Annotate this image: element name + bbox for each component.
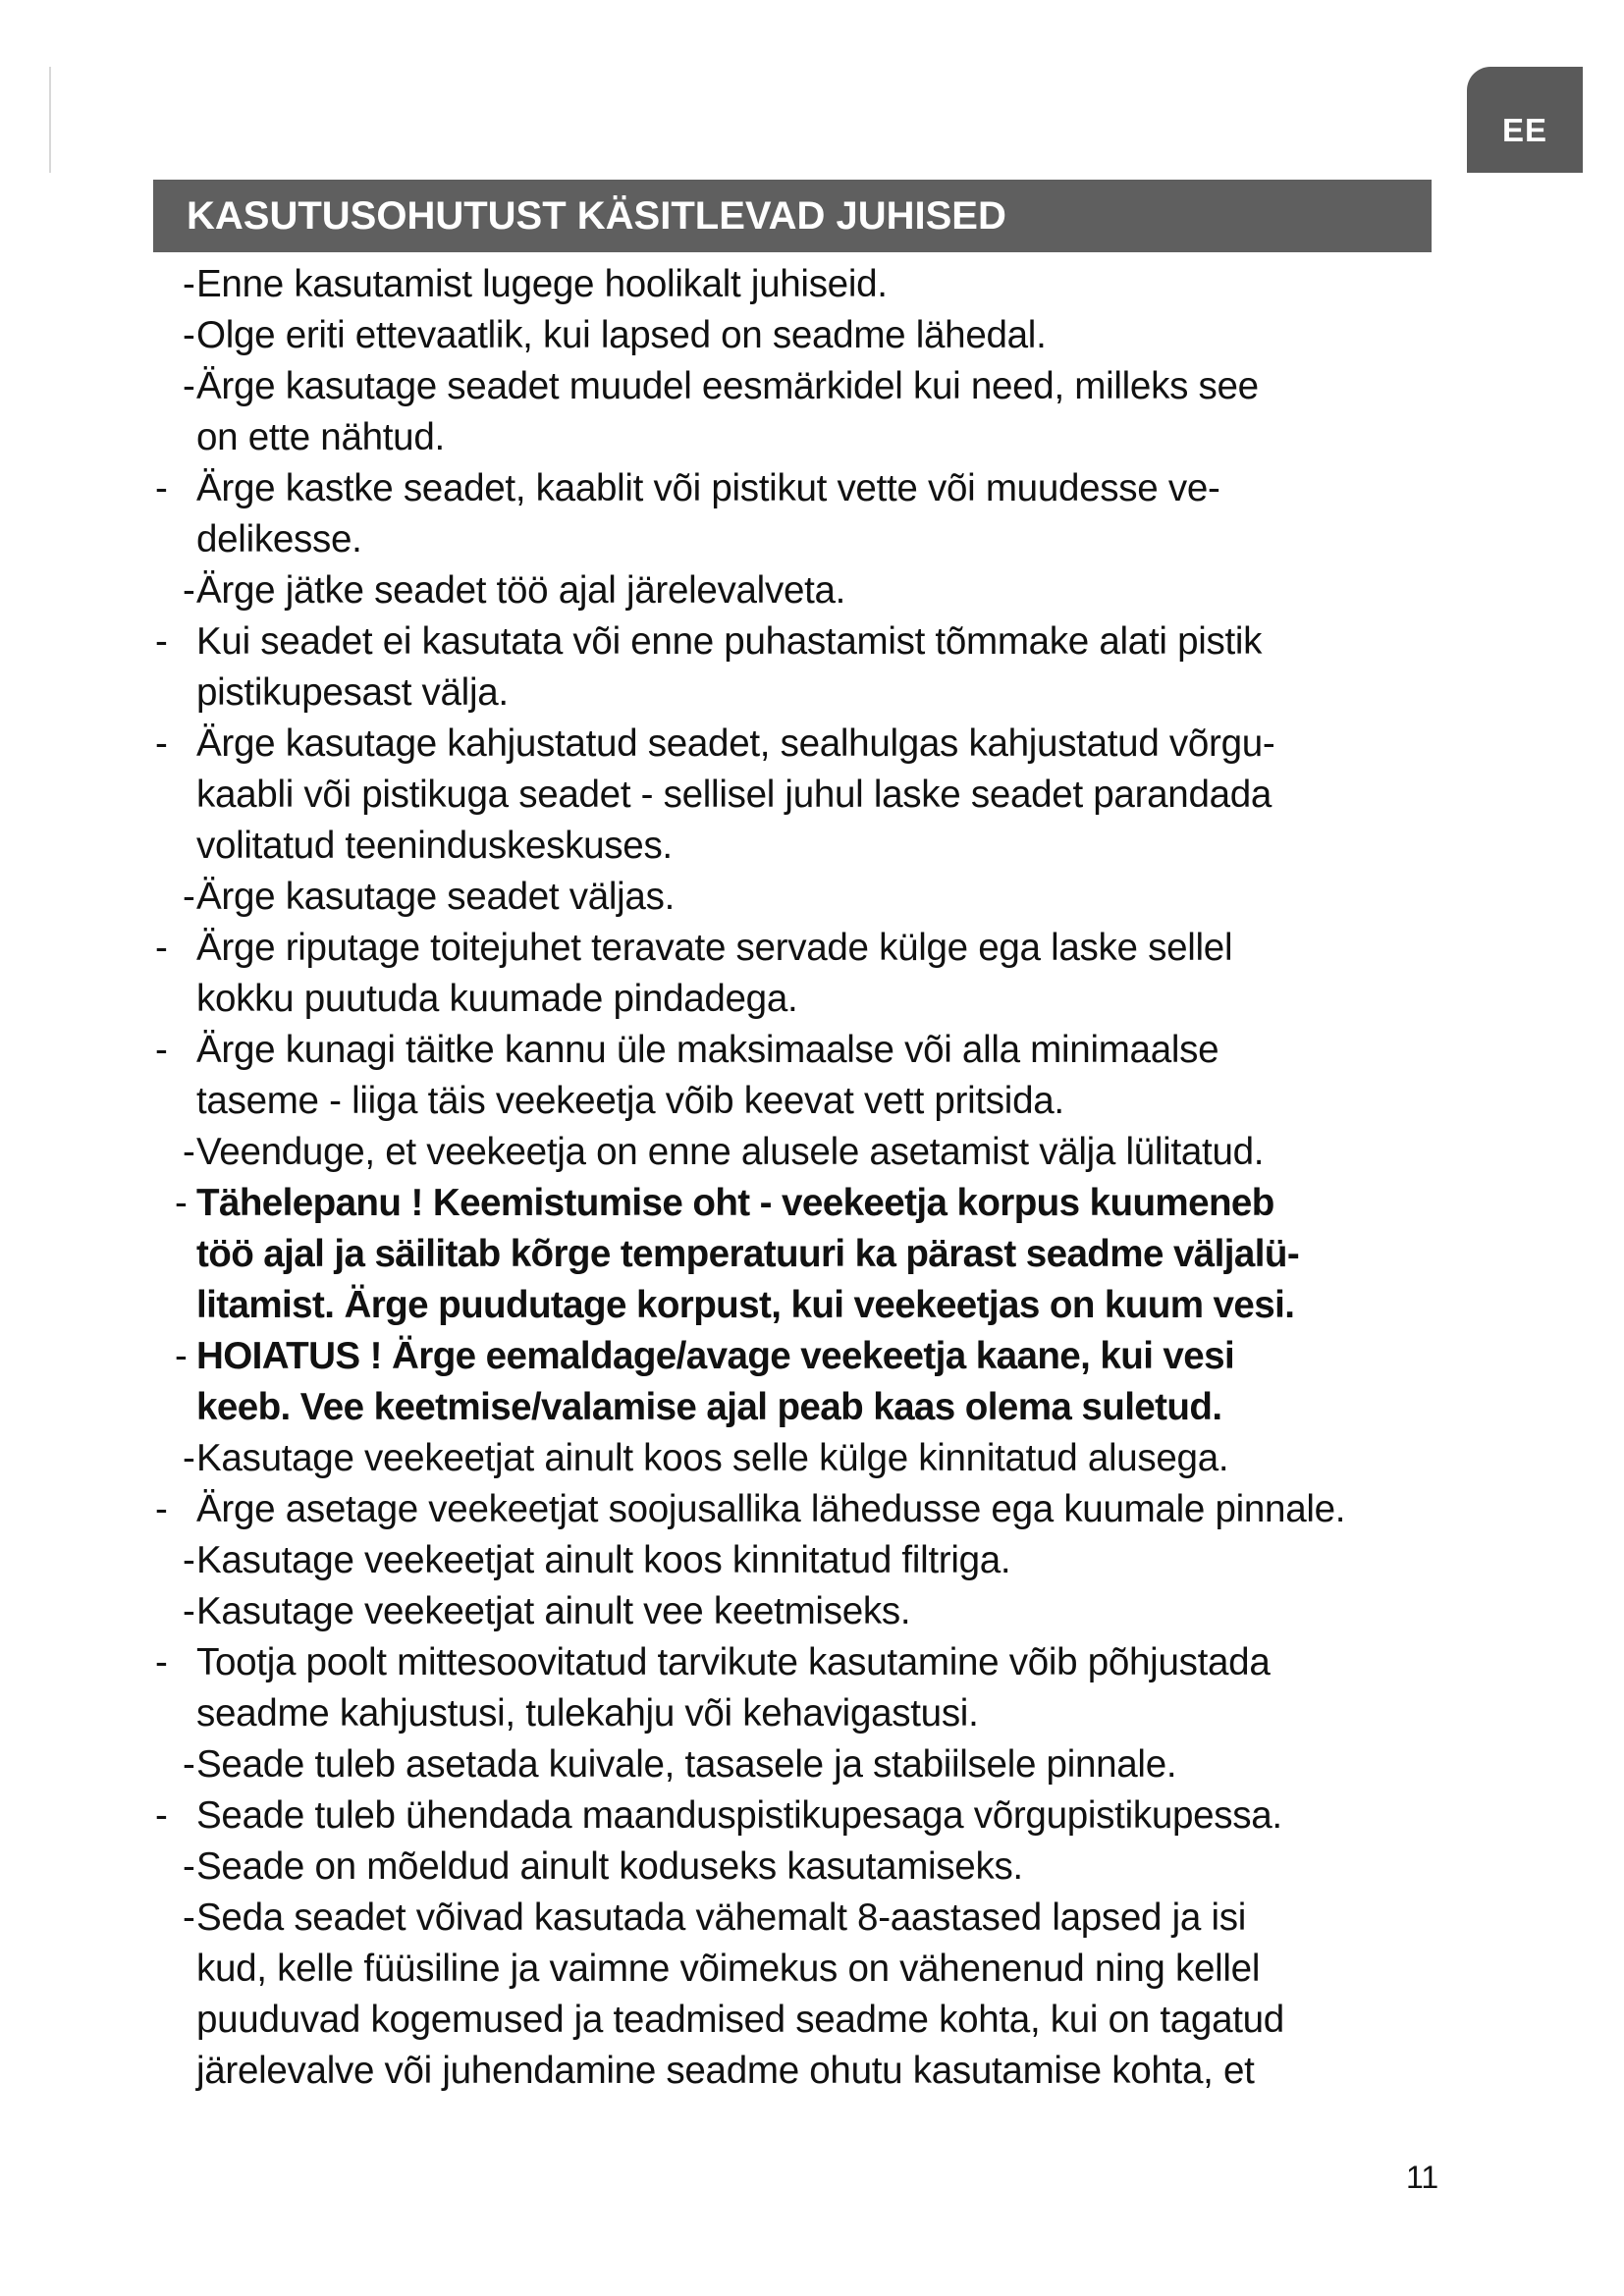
list-item	[155, 1842, 1471, 1893]
list-item-text: Seade tuleb asetada kuivale, tasasele ja stabiilsele pinnale.	[196, 1743, 1177, 1786]
bullet-dash: -	[183, 314, 195, 356]
list-item-text: Ärge kasutage seadet muudel eesmärkidel kui need, milleks see on ette nähtud.	[196, 365, 1259, 458]
bullet-dash: -	[155, 1488, 168, 1530]
list-item	[155, 616, 1471, 719]
warning-text: HOIATUS ! Ärge eemaldage/avage veekeetja kaane, kui vesi keeb. Vee keetmise/valamise ajal peab kaas olema suletud.	[196, 1335, 1235, 1428]
bullet-dash: -	[183, 1131, 195, 1173]
list-item-text: Ärge kunagi täitke kannu üle maksimaalse või alla minimaalse taseme - liiga täis veekeetja võib keevat vett pritsida.	[196, 1029, 1219, 1122]
list-item-text: Kasutage veekeetjat ainult koos selle külge kinnitatud alusega.	[196, 1437, 1229, 1479]
list-item	[155, 1484, 1471, 1535]
list-item	[155, 1025, 1471, 1127]
list-item	[155, 1535, 1471, 1586]
list-item	[155, 1433, 1471, 1484]
list-item-text: Seda seadet võivad kasutada vähemalt 8-aastased lapsed ja isi kud, kelle füüsiline ja vaimne võimekus on vähenenud ning kellel puuduvad kogemused ja teadmised seadme kohta, kui on tagatud järelevalve või juhendamine seadme ohutu kasutamise kohta, et	[196, 1896, 1284, 2092]
warning-text: Tähelepanu ! Keemistumise oht - veekeetja korpus kuumeneb töö ajal ja säilitab kõrge temperatuuri ka pärast seadme väljalü- litamist. Ärge puudutage korpust, kui veekeetjas on kuum vesi.	[196, 1182, 1300, 1326]
list-item-text: Ärge jätke seadet töö ajal järelevalveta.	[196, 569, 846, 612]
bullet-dash: -	[183, 876, 195, 918]
left-margin-rule	[49, 67, 51, 173]
list-item	[155, 719, 1471, 872]
bullet-dash: -	[155, 467, 168, 509]
list-item-text: Ärge kasutage kahjustatud seadet, sealhulgas kahjustatud võrgu- kaabli või pistikuga seadet - sellisel juhul laske seadet parandada volitatud teeninduskeskuses.	[196, 722, 1275, 867]
bullet-dash: -	[155, 927, 168, 969]
list-item-text: Veenduge, et veekeetja on enne alusele asetamist välja lülitatud.	[196, 1131, 1265, 1173]
list-item-text: Enne kasutamist lugege hoolikalt juhiseid.	[196, 263, 888, 305]
bullet-dash: -	[183, 365, 195, 407]
list-item-text: Kasutage veekeetjat ainult koos kinnitatud filtriga.	[196, 1539, 1011, 1581]
bullet-dash: -	[183, 1539, 195, 1581]
bullet-dash: -	[183, 1437, 195, 1479]
list-item-text: Ärge kasutage seadet väljas.	[196, 876, 675, 918]
list-item-text: Olge eriti ettevaatlik, kui lapsed on seadme lähedal.	[196, 314, 1047, 356]
language-tab	[1467, 67, 1583, 173]
list-item-text: Kasutage veekeetjat ainult vee keetmiseks.	[196, 1590, 911, 1632]
bullet-dash: -	[175, 1182, 188, 1224]
list-item-text: Seade on mõeldud ainult koduseks kasutamiseks.	[196, 1845, 1023, 1888]
bullet-dash: -	[183, 1896, 195, 1939]
bullet-dash: -	[183, 1743, 195, 1786]
bullet-dash: -	[155, 722, 168, 765]
list-item	[155, 872, 1471, 923]
list-item	[155, 1790, 1471, 1842]
list-item	[155, 463, 1471, 565]
safety-instructions-list	[155, 259, 1471, 2097]
list-item-text: Ärge asetage veekeetjat soojusallika lähedusse ega kuumale pinnale.	[196, 1488, 1346, 1530]
bullet-dash: -	[175, 1335, 188, 1377]
list-item	[155, 310, 1471, 361]
list-item	[155, 259, 1471, 310]
list-item-text: Seade tuleb ühendada maanduspistikupesaga võrgupistikupessa.	[196, 1794, 1282, 1837]
bullet-dash: -	[183, 263, 195, 305]
bullet-dash: -	[183, 569, 195, 612]
bullet-dash: -	[155, 1794, 168, 1837]
page-number: 11	[1406, 2160, 1439, 2195]
bullet-dash: -	[155, 1641, 168, 1683]
bullet-dash: -	[155, 1029, 168, 1071]
warning-item	[155, 1178, 1471, 1331]
bullet-dash: -	[183, 1590, 195, 1632]
section-title: KASUTUSOHUTUST KÄSITLEVAD JUHISED	[187, 194, 1006, 238]
bullet-dash: -	[183, 1845, 195, 1888]
language-tab-label: EE	[1501, 112, 1548, 148]
list-item	[155, 1893, 1471, 2097]
section-header	[153, 180, 1432, 252]
list-item-text: Kui seadet ei kasutata või enne puhastamist tõmmake alati pistik pistikupesast välja.	[196, 620, 1263, 714]
list-item-text: Ärge riputage toitejuhet teravate servade külge ega laske sellel kokku puutuda kuumade pindadega.	[196, 927, 1233, 1020]
bullet-dash: -	[155, 620, 168, 663]
list-item-text: Tootja poolt mittesoovitatud tarvikute kasutamine võib põhjustada seadme kahjustusi, tulekahju või kehavigastusi.	[196, 1641, 1271, 1735]
warning-item	[155, 1331, 1471, 1433]
list-item	[155, 1127, 1471, 1178]
list-item	[155, 1637, 1471, 1739]
list-item-text: Ärge kastke seadet, kaablit või pistikut vette või muudesse ve- delikesse.	[196, 467, 1220, 561]
list-item	[155, 361, 1471, 463]
list-item	[155, 565, 1471, 616]
list-item	[155, 923, 1471, 1025]
list-item	[155, 1586, 1471, 1637]
list-item	[155, 1739, 1471, 1790]
